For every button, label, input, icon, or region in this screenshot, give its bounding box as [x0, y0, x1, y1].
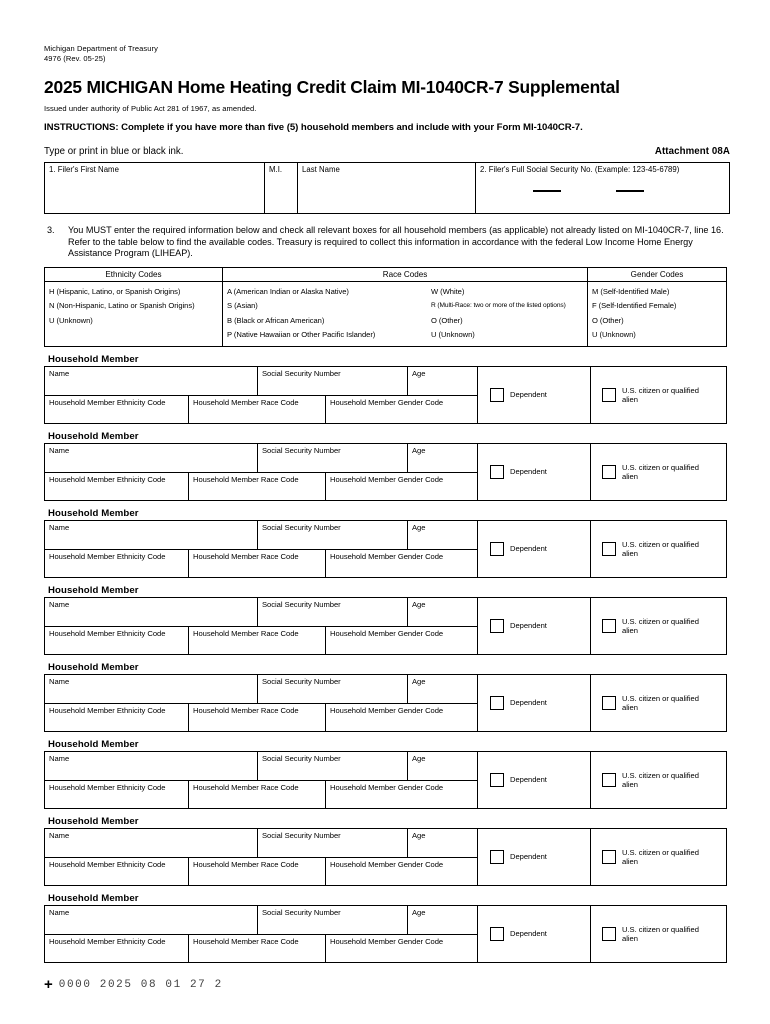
- form-revision-number: 4976 (Rev. 05-25): [44, 54, 106, 63]
- member-gender-code-label: Household Member Gender Code: [330, 705, 444, 715]
- item-3-instruction: [44, 225, 730, 260]
- filer-first-name-label: 1. Filer's First Name: [49, 165, 119, 174]
- code-item: O (Other): [592, 315, 624, 325]
- gender-codes-cell: [588, 282, 726, 346]
- citizen-label: U.S. citizen or qualified alien: [622, 847, 699, 867]
- household-member-group-5: [44, 662, 730, 732]
- household-member-group-7: [44, 816, 730, 886]
- member-ssn-field[interactable]: [258, 829, 408, 857]
- member-name-field[interactable]: [45, 444, 258, 472]
- code-item: P (Native Hawaiian or Other Pacific Islander): [227, 329, 376, 339]
- member-name-field[interactable]: [45, 598, 258, 626]
- ssn-dash-icon: [533, 190, 561, 192]
- code-item: O (Other): [431, 315, 463, 325]
- citizen-checkbox[interactable]: [602, 619, 616, 633]
- member-race-code-field[interactable]: [189, 396, 326, 423]
- citizen-checkbox[interactable]: [602, 542, 616, 556]
- ssn-dash-icon: [616, 190, 644, 192]
- code-item: H (Hispanic, Latino, or Spanish Origins): [49, 287, 181, 297]
- citizen-checkbox[interactable]: [602, 465, 616, 479]
- household-member-block: [44, 828, 727, 886]
- household-member-block: [44, 905, 727, 963]
- member-age-label: Age: [412, 907, 426, 917]
- member-ethnicity-code-label: Household Member Ethnicity Code: [49, 859, 166, 869]
- member-ethnicity-code-field[interactable]: [45, 550, 189, 577]
- print-instruction: Type or print in blue or black ink.: [44, 146, 184, 157]
- member-age-field[interactable]: [408, 367, 477, 395]
- race-codes-header: Race Codes: [223, 268, 588, 282]
- household-member-group-4: [44, 585, 730, 655]
- code-item: W (White): [431, 287, 465, 297]
- member-gender-code-field[interactable]: [326, 781, 477, 808]
- member-ethnicity-code-label: Household Member Ethnicity Code: [49, 782, 166, 792]
- household-members-section: [44, 354, 730, 963]
- member-age-field[interactable]: [408, 598, 477, 626]
- dependent-label: Dependent: [510, 929, 547, 939]
- member-gender-code-label: Household Member Gender Code: [330, 551, 444, 561]
- member-race-code-label: Household Member Race Code: [193, 936, 299, 946]
- member-race-code-label: Household Member Race Code: [193, 551, 299, 561]
- household-member-title: Household Member: [48, 585, 139, 597]
- member-ssn-label: Social Security Number: [262, 599, 341, 609]
- citizen-label: U.S. citizen or qualified alien: [622, 616, 699, 636]
- gender-codes-header: Gender Codes: [630, 269, 684, 279]
- member-age-field[interactable]: [408, 829, 477, 857]
- code-item: N (Non-Hispanic, Latino or Spanish Origins): [49, 301, 195, 311]
- household-member-fields: [45, 444, 478, 500]
- filer-ssn-label: 2. Filer's Full Social Security No. (Example: 123-45-6789): [480, 165, 680, 174]
- member-ethnicity-code-label: Household Member Ethnicity Code: [49, 474, 166, 484]
- form-title: 2025 MICHIGAN Home Heating Credit Claim MI-1040CR-7 Supplemental: [44, 77, 620, 97]
- ethnicity-codes-cell: [45, 282, 223, 346]
- member-dependent-cell[interactable]: [478, 752, 591, 808]
- plus-mark-icon: +: [44, 976, 53, 994]
- member-dependent-cell[interactable]: [478, 367, 591, 423]
- member-race-code-label: Household Member Race Code: [193, 859, 299, 869]
- member-name-label: Name: [49, 676, 70, 686]
- member-race-code-field[interactable]: [189, 627, 326, 654]
- citizen-label: U.S. citizen or qualified alien: [622, 385, 699, 405]
- member-citizen-cell[interactable]: [591, 444, 726, 500]
- household-member-group-3: [44, 508, 730, 578]
- citizen-label: U.S. citizen or qualified alien: [622, 693, 699, 713]
- code-item: B (Black or African American): [227, 315, 325, 325]
- dependent-label: Dependent: [510, 698, 547, 708]
- citizen-label: U.S. citizen or qualified alien: [622, 539, 699, 559]
- filer-first-name-field[interactable]: [45, 163, 265, 213]
- filer-ssn-field[interactable]: [476, 163, 729, 213]
- member-age-label: Age: [412, 676, 426, 686]
- member-ssn-label: Social Security Number: [262, 907, 341, 917]
- member-age-field[interactable]: [408, 906, 477, 934]
- member-ethnicity-code-field[interactable]: [45, 627, 189, 654]
- member-citizen-cell[interactable]: [591, 367, 726, 423]
- code-item: M (Self-Identified Male): [592, 287, 670, 297]
- household-member-block: [44, 366, 727, 424]
- code-item: A (American Indian or Alaska Native): [227, 287, 349, 297]
- member-name-label: Name: [49, 522, 70, 532]
- household-member-fields: [45, 367, 478, 423]
- member-ethnicity-code-label: Household Member Ethnicity Code: [49, 397, 166, 407]
- member-ssn-field[interactable]: [258, 521, 408, 549]
- household-member-fields: [45, 598, 478, 654]
- member-race-code-label: Household Member Race Code: [193, 705, 299, 715]
- filer-last-name-label: Last Name: [302, 165, 340, 174]
- member-gender-code-field[interactable]: [326, 473, 477, 500]
- code-item: R (Multi-Race: two or more of the listed options): [431, 302, 566, 310]
- member-gender-code-field[interactable]: [326, 858, 477, 885]
- household-member-block: [44, 443, 727, 501]
- member-dependent-cell[interactable]: [478, 906, 591, 962]
- member-ssn-field[interactable]: [258, 367, 408, 395]
- household-member-block: [44, 674, 727, 732]
- member-age-label: Age: [412, 445, 426, 455]
- member-citizen-cell[interactable]: [591, 752, 726, 808]
- member-gender-code-field[interactable]: [326, 396, 477, 423]
- dependent-label: Dependent: [510, 544, 547, 554]
- citizen-checkbox[interactable]: [602, 773, 616, 787]
- household-member-block: [44, 520, 727, 578]
- member-dependent-cell[interactable]: [478, 521, 591, 577]
- household-member-fields: [45, 906, 478, 962]
- member-name-field[interactable]: [45, 675, 258, 703]
- member-gender-code-label: Household Member Gender Code: [330, 859, 444, 869]
- member-name-label: Name: [49, 830, 70, 840]
- dependent-checkbox[interactable]: [490, 465, 504, 479]
- member-name-field[interactable]: [45, 752, 258, 780]
- household-member-group-2: [44, 431, 730, 501]
- member-ssn-field[interactable]: [258, 906, 408, 934]
- member-citizen-cell[interactable]: [591, 906, 726, 962]
- member-age-label: Age: [412, 522, 426, 532]
- member-ethnicity-code-label: Household Member Ethnicity Code: [49, 936, 166, 946]
- member-dependent-cell[interactable]: [478, 829, 591, 885]
- codes-reference-table: [44, 267, 727, 347]
- household-member-fields: [45, 752, 478, 808]
- agency-name: Michigan Department of Treasury: [44, 44, 158, 53]
- member-gender-code-field[interactable]: [326, 627, 477, 654]
- member-ethnicity-code-field[interactable]: [45, 396, 189, 423]
- filer-middle-initial-label: M.I.: [269, 165, 283, 174]
- member-name-label: Name: [49, 445, 70, 455]
- race-codes-column-right: [427, 285, 585, 342]
- filer-information-row: [44, 162, 730, 214]
- member-citizen-cell[interactable]: [591, 598, 726, 654]
- household-member-title: Household Member: [48, 739, 139, 751]
- household-member-group-6: [44, 739, 730, 809]
- dependent-label: Dependent: [510, 852, 547, 862]
- member-dependent-cell[interactable]: [478, 598, 591, 654]
- member-gender-code-label: Household Member Gender Code: [330, 397, 444, 407]
- citizen-checkbox[interactable]: [602, 388, 616, 402]
- authority-statement: Issued under authority of Public Act 281 of 1967, as amended.: [44, 104, 257, 113]
- member-race-code-field[interactable]: [189, 550, 326, 577]
- ethnicity-codes-header: Ethnicity Codes: [45, 268, 223, 282]
- code-item: U (Unknown): [49, 315, 93, 325]
- citizen-checkbox[interactable]: [602, 850, 616, 864]
- citizen-checkbox[interactable]: [602, 696, 616, 710]
- member-age-label: Age: [412, 599, 426, 609]
- citizen-label: U.S. citizen or qualified alien: [622, 770, 699, 790]
- member-age-label: Age: [412, 368, 426, 378]
- member-ethnicity-code-field[interactable]: [45, 858, 189, 885]
- member-race-code-field[interactable]: [189, 781, 326, 808]
- member-gender-code-field[interactable]: [326, 704, 477, 731]
- household-member-title: Household Member: [48, 431, 139, 443]
- household-member-fields: [45, 675, 478, 731]
- member-gender-code-label: Household Member Gender Code: [330, 936, 444, 946]
- member-race-code-label: Household Member Race Code: [193, 782, 299, 792]
- member-age-label: Age: [412, 830, 426, 840]
- member-citizen-cell[interactable]: [591, 675, 726, 731]
- member-ethnicity-code-label: Household Member Ethnicity Code: [49, 628, 166, 638]
- item-3-number: 3.: [47, 225, 55, 235]
- member-ethnicity-code-field[interactable]: [45, 781, 189, 808]
- attachment-number: Attachment 08A: [654, 146, 730, 157]
- household-member-title: Household Member: [48, 893, 139, 905]
- household-member-title: Household Member: [48, 816, 139, 828]
- household-member-block: [44, 751, 727, 809]
- dependent-checkbox[interactable]: [490, 696, 504, 710]
- member-age-field[interactable]: [408, 752, 477, 780]
- dependent-label: Dependent: [510, 467, 547, 477]
- member-ethnicity-code-label: Household Member Ethnicity Code: [49, 551, 166, 561]
- household-member-title: Household Member: [48, 508, 139, 520]
- member-age-field[interactable]: [408, 444, 477, 472]
- code-item: U (Unknown): [431, 329, 475, 339]
- dependent-label: Dependent: [510, 621, 547, 631]
- member-ssn-field[interactable]: [258, 752, 408, 780]
- code-item: S (Asian): [227, 301, 258, 311]
- household-member-block: [44, 597, 727, 655]
- print-instruction-row: [44, 146, 730, 157]
- member-name-field[interactable]: [45, 829, 258, 857]
- household-member-fields: [45, 521, 478, 577]
- barcode-number: 0000 2025 08 01 27 2: [58, 979, 223, 992]
- household-member-group-1: [44, 354, 730, 424]
- member-name-label: Name: [49, 368, 70, 378]
- household-member-fields: [45, 829, 478, 885]
- instructions-text: INSTRUCTIONS: Complete if you have more than five (5) household members and include with your Form MI-1040CR-7.: [44, 122, 583, 133]
- member-ssn-label: Social Security Number: [262, 522, 341, 532]
- citizen-label: U.S. citizen or qualified alien: [622, 924, 699, 944]
- member-gender-code-label: Household Member Gender Code: [330, 474, 444, 484]
- member-ssn-field[interactable]: [258, 444, 408, 472]
- member-gender-code-field[interactable]: [326, 550, 477, 577]
- member-race-code-field[interactable]: [189, 858, 326, 885]
- member-ssn-label: Social Security Number: [262, 445, 341, 455]
- member-ssn-field[interactable]: [258, 675, 408, 703]
- household-member-title: Household Member: [48, 354, 139, 366]
- dependent-checkbox[interactable]: [490, 773, 504, 787]
- member-age-label: Age: [412, 753, 426, 763]
- code-item: U (Unknown): [592, 329, 636, 339]
- form-footer: [44, 976, 730, 994]
- member-ethnicity-code-field[interactable]: [45, 935, 189, 962]
- member-citizen-cell[interactable]: [591, 829, 726, 885]
- member-name-field[interactable]: [45, 367, 258, 395]
- filer-last-name-field[interactable]: [298, 163, 476, 213]
- member-dependent-cell[interactable]: [478, 675, 591, 731]
- codes-table-header-row: [45, 268, 726, 283]
- member-ssn-label: Social Security Number: [262, 676, 341, 686]
- household-member-group-8: [44, 893, 730, 963]
- member-ssn-label: Social Security Number: [262, 753, 341, 763]
- member-ssn-field[interactable]: [258, 598, 408, 626]
- member-race-code-field[interactable]: [189, 704, 326, 731]
- member-citizen-cell[interactable]: [591, 521, 726, 577]
- code-item: F (Self-Identified Female): [592, 301, 677, 311]
- dependent-label: Dependent: [510, 775, 547, 785]
- member-age-field[interactable]: [408, 675, 477, 703]
- filer-middle-initial-field[interactable]: [265, 163, 298, 213]
- dependent-checkbox[interactable]: [490, 388, 504, 402]
- member-gender-code-label: Household Member Gender Code: [330, 628, 444, 638]
- member-dependent-cell[interactable]: [478, 444, 591, 500]
- member-ethnicity-code-field[interactable]: [45, 473, 189, 500]
- member-name-label: Name: [49, 907, 70, 917]
- member-name-label: Name: [49, 753, 70, 763]
- member-gender-code-field[interactable]: [326, 935, 477, 962]
- member-ethnicity-code-field[interactable]: [45, 704, 189, 731]
- codes-table-body-row: [45, 282, 726, 346]
- member-race-code-label: Household Member Race Code: [193, 474, 299, 484]
- member-ssn-label: Social Security Number: [262, 368, 341, 378]
- member-race-code-label: Household Member Race Code: [193, 397, 299, 407]
- member-age-field[interactable]: [408, 521, 477, 549]
- dependent-checkbox[interactable]: [490, 619, 504, 633]
- dependent-checkbox[interactable]: [490, 542, 504, 556]
- dependent-checkbox[interactable]: [490, 850, 504, 864]
- member-ethnicity-code-label: Household Member Ethnicity Code: [49, 705, 166, 715]
- race-codes-column-left: [223, 285, 427, 342]
- member-race-code-field[interactable]: [189, 935, 326, 962]
- item-3-text: You MUST enter the required information below and check all relevant boxes for all household members (as applicable) not already listed on MI-1040CR-7, line 16. Refer to the table below to find the available codes. Treasury is required to collect this information in accordance with the federal Low Income Home Energy Assistance Program (LIHEAP).: [68, 225, 724, 259]
- dependent-checkbox[interactable]: [490, 927, 504, 941]
- member-ssn-label: Social Security Number: [262, 830, 341, 840]
- household-member-title: Household Member: [48, 662, 139, 674]
- dependent-label: Dependent: [510, 390, 547, 400]
- citizen-label: U.S. citizen or qualified alien: [622, 462, 699, 482]
- race-codes-cell: [223, 282, 588, 346]
- member-race-code-label: Household Member Race Code: [193, 628, 299, 638]
- member-name-field[interactable]: [45, 521, 258, 549]
- citizen-checkbox[interactable]: [602, 927, 616, 941]
- member-race-code-field[interactable]: [189, 473, 326, 500]
- member-name-field[interactable]: [45, 906, 258, 934]
- member-name-label: Name: [49, 599, 70, 609]
- member-gender-code-label: Household Member Gender Code: [330, 782, 444, 792]
